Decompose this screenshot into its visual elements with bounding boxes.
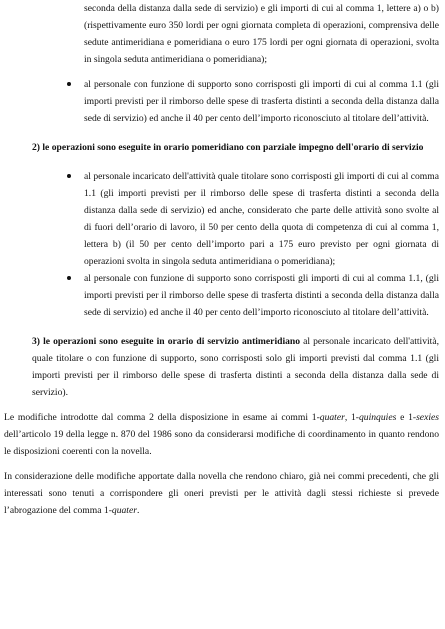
bullet-continuation: seconda della distanza dalla sede di servizio) e gli importi di cui al comma 1, lettere a) o b) (rispettivamente euro 350 lordi per ogni giornata completa di operazioni, comprensiva delle sedute antimeridiana e pomeridiana o euro 175 lordi per ogni giornata di operazioni, svolta in singola seduta antimeridiana o pomeridiana); bbox=[84, 3, 439, 65]
section-2-heading-text: 2) le operazioni sono eseguite in orario pomeridiano con parziale impegno dell'orario di servizio bbox=[32, 142, 424, 153]
para2-text-b: . bbox=[136, 505, 140, 516]
paragraph-coordinamento bbox=[4, 409, 439, 460]
para1-sexies: sexies bbox=[416, 412, 439, 423]
para2-quater: quater bbox=[111, 505, 137, 516]
bullet-item-titolare-2: al personale incaricato dell'attività quale titolare sono corrisposti gli importi di cui al comma 1.1 (gli importi previsti per il rimborso delle spese di trasferta distinti a seconda della distanza dalla sede di servizio) ed anche, considerato che parte delle attività sono svolte al di fuori dell’orario di lavoro, il 50 per cento della quota di competenza di cui al comma 1, lettera b) (il 50 per cento dell’importo pari a 175 euro previsto per ogni giornata di operazioni svolta in singola seduta antimeridiana o pomeridiana); bbox=[32, 168, 439, 270]
para2-text-a: In considerazione delle modifiche apportate dalla novella che rendono chiaro, già nei commi precedenti, che gli interessati sono tenuti a corrispondere gli oneri previsti per le attività dagli stessi richieste si prevede l’abrogazione del comma 1- bbox=[4, 471, 439, 516]
para1-text-b: , 1- bbox=[344, 412, 359, 423]
para1-text-c: e 1- bbox=[396, 412, 417, 423]
bullet-list-section2 bbox=[32, 168, 439, 321]
paragraph-abrogazione bbox=[4, 468, 439, 519]
para1-quinquies: quinquies bbox=[359, 412, 397, 423]
section-3-paragraph bbox=[32, 333, 439, 401]
para1-text-d: dell’articolo 19 della legge n. 870 del 1986 sono da considerarsi modifiche di coordinamento in quanto rendono le disposizioni coerenti con la novella. bbox=[4, 429, 439, 457]
bullet-item-support-staff-2: al personale con funzione di supporto sono corrisposti gli importi di cui al comma 1.1, (gli importi previsti per il rimborso delle spese di trasferta distinti a seconda della distanza dalla sede di servizio) ed anche il 40 per cento dell’importo riconosciuto al titolare dell’attività. bbox=[32, 270, 439, 321]
section-3-text: al personale incaricato dell'attività, quale titolare o con funzione di supporto, sono corrisposti solo gli importi previsti dal comma 1.1 (gli importi previsti per il rimborso delle spese di trasferta distinti a seconda della distanza dalla sede di servizio). bbox=[32, 336, 440, 398]
bullet-list-section1 bbox=[32, 76, 439, 127]
bullet-item-support-staff-1: al personale con funzione di supporto sono corrisposti gli importi di cui al comma 1.1 (gli importi previsti per il rimborso delle spese di trasferta distinti a seconda della distanza dalla sede di servizio) ed anche il 40 per cento dell’importo riconosciuto al titolare dell’attività. bbox=[32, 76, 439, 127]
section-2-heading bbox=[32, 139, 439, 156]
para1-quater: quater bbox=[319, 412, 345, 423]
para1-text-a: Le modifiche introdotte dal comma 2 della disposizione in esame ai commi 1- bbox=[4, 412, 320, 423]
section-3-heading: 3) le operazioni sono eseguite in orario di servizio antimeridiano bbox=[32, 336, 301, 347]
